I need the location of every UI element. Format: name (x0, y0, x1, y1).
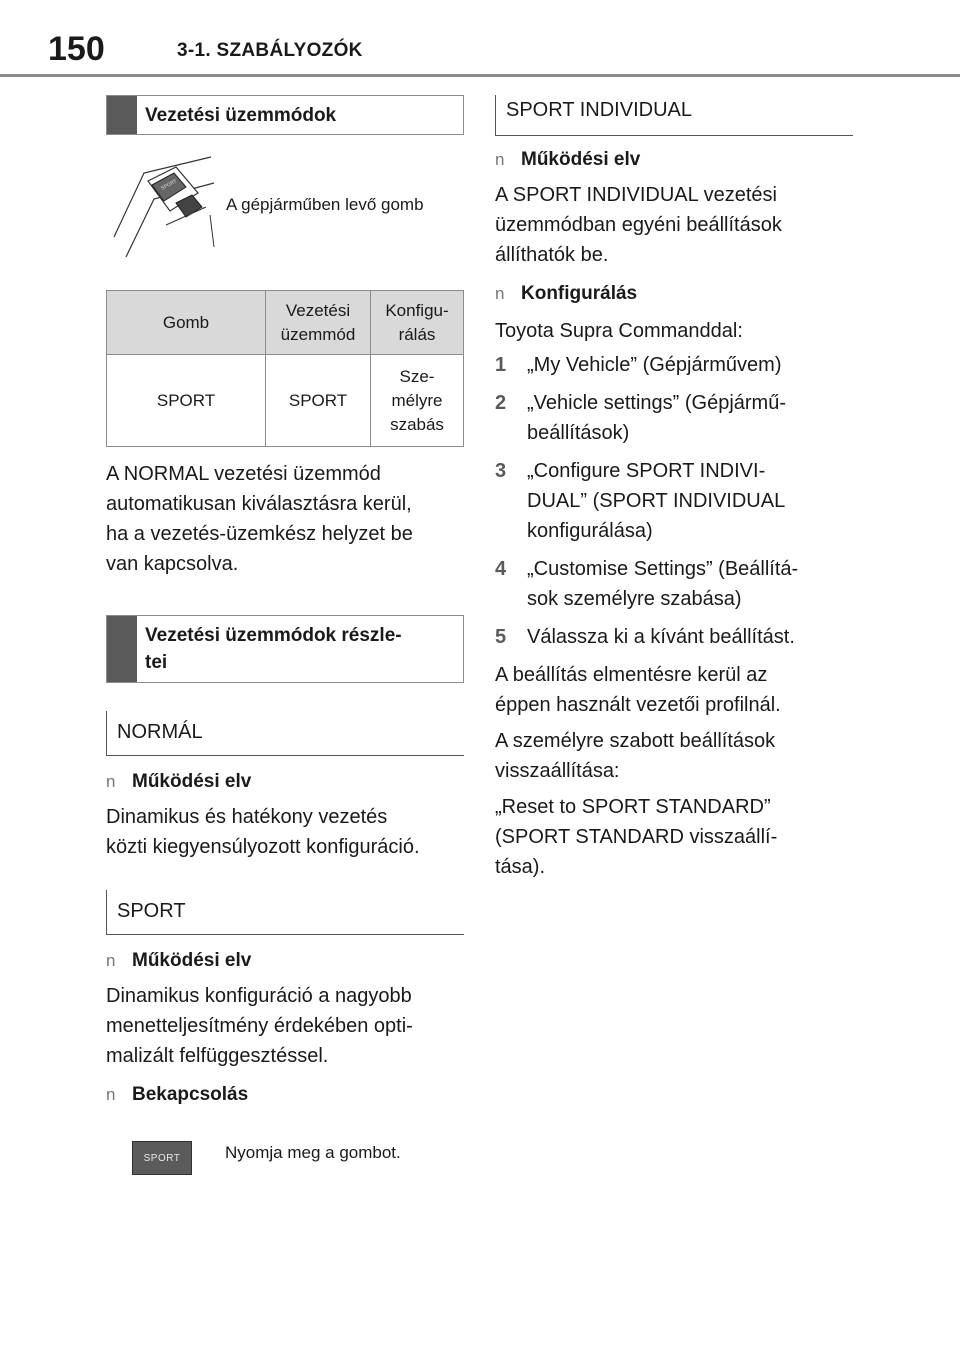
sport-principle-heading (106, 947, 464, 975)
bullet-heading-text: Működési elv (132, 950, 252, 971)
svg-text:SPORT: SPORT (160, 178, 179, 192)
config-steps (495, 350, 853, 652)
section-heading-mode-details (106, 615, 464, 683)
bullet-mark: n (495, 150, 505, 169)
table-cell (107, 355, 266, 447)
text-line: ha a vezetés-üzemkész helyzet be (106, 523, 413, 545)
table-header-cell (266, 291, 371, 355)
header-line: rálás (398, 324, 436, 344)
header-line: Konfigu- (385, 300, 449, 320)
step-number: 2 (495, 392, 507, 414)
step-line: „Vehicle settings” (Gépjármű- (527, 392, 786, 414)
text-line: tása). (495, 856, 546, 878)
table-header-row (107, 291, 464, 355)
header-line: Gomb (162, 312, 210, 332)
step-number: 5 (495, 626, 507, 648)
step-item (495, 388, 853, 448)
subheading-normal: NORMÁL (106, 711, 464, 756)
bullet-heading-text: Működési elv (132, 771, 252, 792)
header-line: Vezetési (285, 300, 351, 320)
bullet-mark: n (106, 1085, 116, 1104)
text-line: Dinamikus és hatékony vezetés (106, 806, 388, 828)
step-line: „Configure SPORT INDIVI- (527, 460, 766, 482)
text-line: A NORMAL vezetési üzemmód (106, 463, 381, 485)
step-number: 3 (495, 460, 507, 482)
normal-auto-paragraph (106, 459, 464, 579)
step-item (495, 350, 853, 380)
individual-principle-heading (495, 146, 853, 174)
step-line: DUAL” (SPORT INDIVIDUAL (527, 490, 786, 512)
switch-figure (106, 155, 464, 260)
table-header-cell (107, 291, 266, 355)
step-number: 4 (495, 558, 507, 580)
text-line: üzemmódban egyéni beállítások (495, 214, 782, 236)
saved-paragraph (495, 660, 853, 720)
reset-paragraph (495, 792, 853, 882)
activation-caption: Nyomja meg a gombot. (225, 1143, 401, 1162)
cell-line: Sze- (399, 366, 435, 386)
text-line: A SPORT INDIVIDUAL vezetési (495, 184, 777, 206)
step-text (527, 388, 786, 448)
step-line: „Customise Settings” (Beállítá- (527, 558, 799, 580)
switch-caption: A gépjárműben levő gomb (226, 194, 424, 214)
step-line: konfigurálása) (527, 520, 653, 542)
heading-line: Vezetési üzemmódok részle- (145, 625, 402, 646)
header-line: üzemmód (280, 324, 356, 344)
individual-principle-text (495, 180, 853, 270)
mode-switch-illustration (106, 155, 216, 260)
cell-line: SPORT (156, 390, 216, 410)
table-cell (266, 355, 371, 447)
commander-line: Toyota Supra Commanddal: (495, 320, 743, 342)
cell-line: SPORT (288, 390, 348, 410)
step-text (527, 622, 795, 652)
sport-button: SPORT (132, 1141, 192, 1175)
reset-intro-paragraph (495, 726, 853, 786)
step-line: beállítások) (527, 422, 630, 444)
heading-line: tei (145, 652, 168, 673)
step-item (495, 456, 853, 546)
subheading-sport: SPORT (106, 890, 464, 935)
text-line: közti kiegyensúlyozott konfiguráció. (106, 836, 420, 858)
heading-bar (107, 616, 137, 682)
header-rule (0, 74, 960, 77)
bullet-heading-text: Bekapcsolás (132, 1084, 249, 1105)
activation-heading (106, 1081, 464, 1109)
right-column (495, 95, 853, 882)
sport-principle-text (106, 981, 464, 1071)
step-item (495, 622, 853, 652)
text-line: Dinamikus konfiguráció a nagyobb (106, 985, 412, 1007)
normal-principle-text (106, 802, 464, 862)
step-line: sok személyre szabása) (527, 588, 742, 610)
bullet-mark: n (106, 772, 116, 791)
table-cell (371, 355, 464, 447)
cell-line: szabás (390, 414, 444, 434)
text-line: A személyre szabott beállítások (495, 730, 776, 752)
heading-bar (107, 96, 137, 134)
text-line: menetteljesítmény érdekében opti- (106, 1015, 413, 1037)
text-line: malizált felfüggesztéssel. (106, 1045, 329, 1067)
table-header-cell (371, 291, 464, 355)
text-line: „Reset to SPORT STANDARD” (495, 796, 771, 818)
text-line: állíthatók be. (495, 244, 609, 266)
text-line: visszaállítása: (495, 760, 620, 782)
step-text (527, 456, 785, 546)
bullet-heading-text: Konfigurálás (521, 283, 638, 304)
bullet-mark: n (495, 284, 505, 303)
text-line: automatikusan kiválasztásra kerül, (106, 493, 412, 515)
step-number: 1 (495, 354, 507, 376)
step-line: „My Vehicle” (Gépjárművem) (527, 354, 782, 376)
bullet-heading-text: Működési elv (521, 149, 641, 170)
cell-line: mélyre (391, 390, 443, 410)
text-line: van kapcsolva. (106, 553, 239, 575)
heading-text (137, 616, 412, 682)
text-line: A beállítás elmentésre kerül az (495, 664, 768, 686)
step-text (527, 350, 782, 380)
section-heading-driving-modes (106, 95, 464, 135)
chapter-title: 3-1. SZABÁLYOZÓK (177, 40, 363, 61)
text-line: (SPORT STANDARD visszaállí- (495, 826, 778, 848)
activation-figure (132, 1141, 464, 1175)
page-number: 150 (48, 30, 105, 68)
bullet-mark: n (106, 951, 116, 970)
subheading-sport-individual: SPORT INDIVIDUAL (495, 95, 853, 136)
heading-text: Vezetési üzemmódok (145, 105, 337, 126)
config-heading (495, 280, 853, 308)
step-line: Válassza ki a kívánt beállítást. (527, 626, 795, 648)
step-text (527, 554, 798, 614)
step-item (495, 554, 853, 614)
normal-principle-heading (106, 768, 464, 796)
text-line: éppen használt vezetői profilnál. (495, 694, 781, 716)
table-row (107, 355, 464, 447)
page-header (0, 0, 960, 80)
mode-table (106, 290, 464, 447)
left-column (106, 95, 464, 1175)
